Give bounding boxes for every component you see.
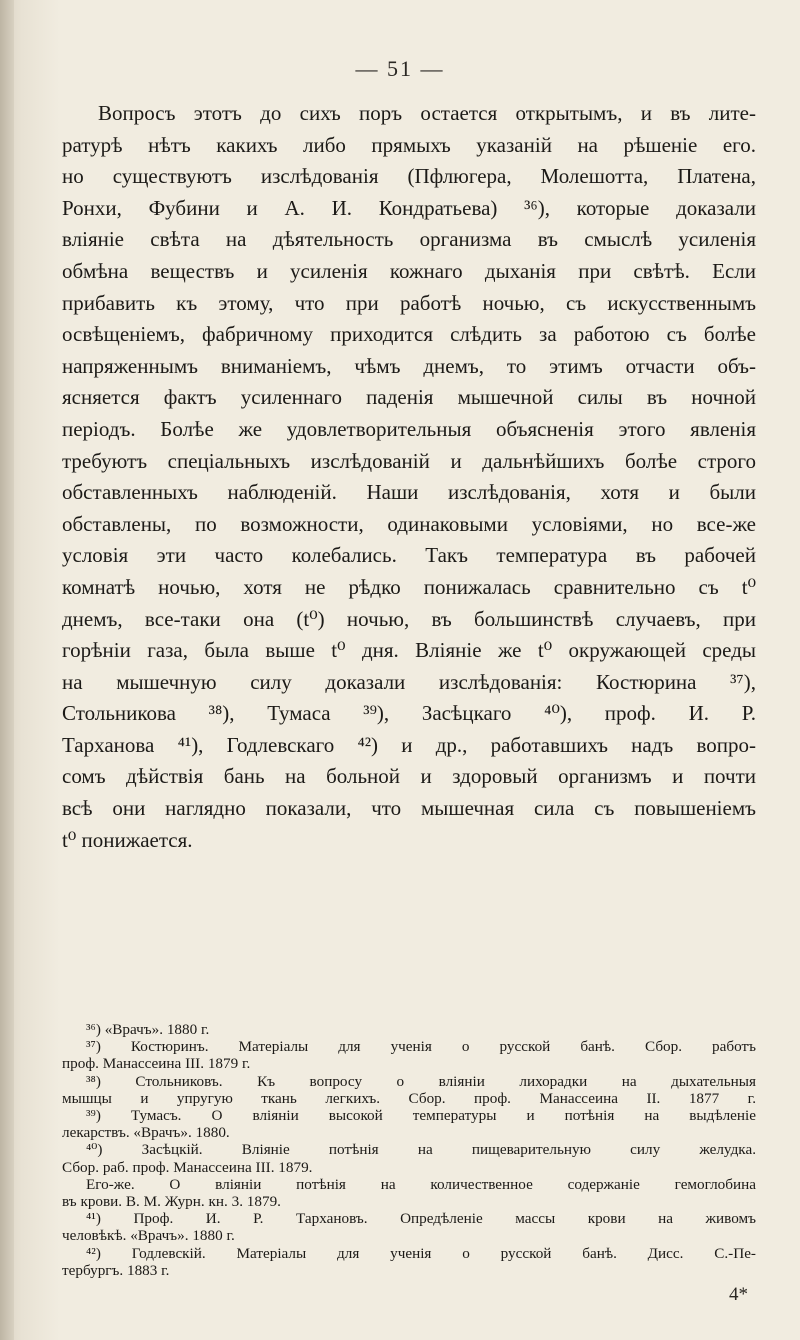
footnote-line: лекарствъ. «Врачъ». 1880. <box>62 1124 230 1142</box>
text-line: обставлены, по возможности, одинаковыми условіями, но все-же <box>62 511 756 536</box>
main-text <box>62 98 756 856</box>
footnote-line: проф. Манассеина III. 1879 г. <box>62 1055 251 1073</box>
text-line: днемъ, все-таки она (t⁰) ночью, въ большинствѣ случаевъ, при <box>62 606 756 631</box>
footnote-line: ⁴⁰) Засѣцкій. Вліяніе потѣнія на пищеварительную силу желудка. <box>86 1141 756 1159</box>
text-line: условія эти часто колебались. Такъ температура въ рабочей <box>62 543 756 568</box>
text-line: вліяніе свѣта на дѣятельность организма въ смыслѣ усиленія <box>62 227 756 252</box>
text-line: обставленныхъ наблюденій. Наши изслѣдованія, хотя и были <box>62 480 756 505</box>
text-line: но существуютъ изслѣдованія (Пфлюгера, Молешотта, Платена, <box>62 164 756 189</box>
footnote-line: ⁴¹) Проф. И. Р. Тархановъ. Опредѣленіе массы крови на живомъ <box>86 1210 756 1228</box>
signature-mark: 4* <box>729 1284 748 1305</box>
text-line: обмѣна веществъ и усиленія кожнаго дыханія при свѣтѣ. Если <box>62 258 756 283</box>
text-line: Ронхи, Фубини и А. И. Кондратьева) ³⁶), которые доказали <box>62 195 756 220</box>
text-line: Вопросъ этотъ до сихъ поръ остается открытымъ, и въ лите- <box>98 101 756 125</box>
text-line: горѣніи газа, была выше t⁰ дня. Вліяніе же t⁰ окружающей среды <box>62 638 756 663</box>
footnote-line: мышцы и упругую ткань легкихъ. Сбор. проф. Манассеина II. 1877 г. <box>62 1089 756 1107</box>
footnote-line: ³⁶) «Врачъ». 1880 г. <box>86 1021 210 1038</box>
footnote-line: ⁴²) Годлевскій. Матеріалы для ученія о русской банѣ. Дисс. С.-Пе- <box>86 1244 756 1262</box>
footnote-line: человѣкѣ. «Врачъ». 1880 г. <box>62 1227 235 1245</box>
text-line: прибавить къ этому, что при работѣ ночью, съ искусственнымъ <box>62 290 756 315</box>
text-line: ясняется фактъ усиленнаго паденія мышечной силы въ ночной <box>62 385 756 410</box>
text-line: всѣ они наглядно показали, что мышечная сила съ повышеніемъ <box>62 796 756 821</box>
footnote-line: Его-же. О вліяніи потѣнія на количественное содержаніе гемоглобина <box>86 1175 756 1193</box>
text-line: освѣщеніемъ, фабричному приходится слѣдить за работою съ болѣе <box>62 322 756 347</box>
text-line: Тарханова ⁴¹), Годлевскаго ⁴²) и др., работавшихъ надъ вопро- <box>62 732 756 757</box>
text-line: сомъ дѣйствія бань на больной и здоровый организмъ и почти <box>62 764 756 789</box>
footnote-line: тербургъ. 1883 г. <box>62 1261 170 1279</box>
text-line: ратурѣ нѣтъ какихъ либо прямыхъ указаній на рѣшеніе его. <box>62 132 756 157</box>
footnotes <box>62 1021 756 1279</box>
footnote-line: ³⁷) Костюринъ. Матеріалы для ученія о русской банѣ. Сбор. работъ <box>86 1038 756 1056</box>
footnote-line: Сбор. раб. проф. Манассеина III. 1879. <box>62 1158 313 1176</box>
text-line: напряженнымъ вниманіемъ, чѣмъ днемъ, то этимъ отчасти объ- <box>62 353 756 378</box>
text-line: t⁰ понижается. <box>62 827 193 852</box>
footnote-line: въ крови. В. М. Журн. кн. 3. 1879. <box>62 1193 281 1211</box>
footnote-line: ³⁸) Стольниковъ. Къ вопросу о вліяніи лихорадки на дыхательныя <box>86 1072 756 1090</box>
page-number: — 51 — <box>355 56 445 81</box>
text-line: періодъ. Болѣе же удовлетворительныя объясненія этого явленія <box>62 416 756 441</box>
text-line: на мышечную силу доказали изслѣдованія: Костюрина ³⁷), <box>62 669 756 694</box>
text-line: комнатѣ ночью, хотя не рѣдко понижалась сравнительно съ t⁰ <box>62 574 756 599</box>
text-line: Стольникова ³⁸), Тумаса ³⁹), Засѣцкаго ⁴⁰), проф. И. Р. <box>62 701 756 726</box>
text-line: требуютъ спеціальныхъ изслѣдованій и дальнѣйшихъ болѣе строго <box>62 448 756 473</box>
binding-shadow <box>0 0 14 1340</box>
footnote-line: ³⁹) Тумасъ. О вліяніи высокой температуры и потѣнія на выдѣленіе <box>86 1107 756 1125</box>
